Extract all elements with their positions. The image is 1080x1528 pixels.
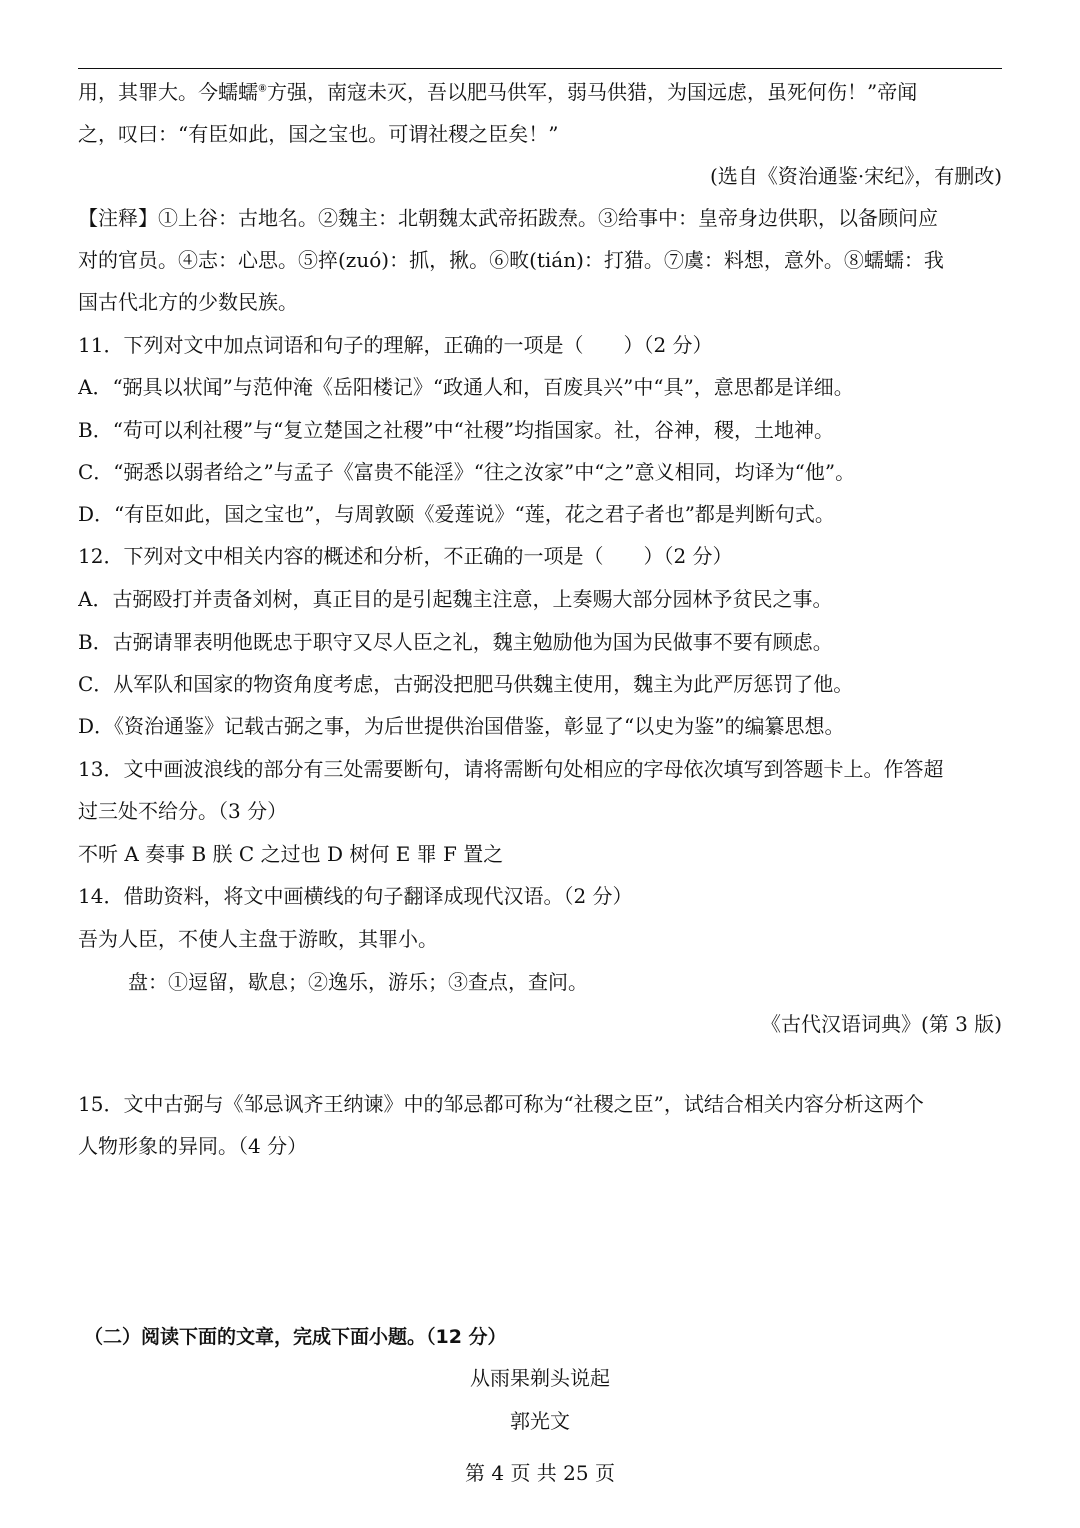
passage-text: 方强，南寇未灭，吾以肥马供军，弱马供猎，为国远虑，虽死何伤！”帝闻: [266, 80, 918, 104]
question-14-hint-source: 《古代汉语词典》(第 3 版): [760, 1012, 1002, 1036]
page-footer: 第 4 页 共 25 页: [465, 1461, 615, 1485]
question-14-hint: 盘：①逗留，歇息；②逸乐，游乐；③查点，查问。: [128, 970, 588, 994]
question-12-option-d: D．《资治通鉴》记载古弼之事，为后世提供治国借鉴，彰显了“以史为鉴”的编纂思想。: [78, 714, 845, 738]
question-13-text: 不听 A 奏事 B 朕 C 之过也 D 树何 E 罪 F 置之: [78, 842, 504, 866]
passage-line-1: [78, 80, 1002, 104]
question-11-option-b: B．“苟可以利社稷”与“复立楚国之社稷”中“社稷”均指国家。社，谷神，稷，土地神。: [78, 418, 835, 442]
question-12-option-a: A．古弼殴打并责备刘树，真正目的是引起魏主注意，上奏赐大部分园林予贫民之事。: [78, 587, 833, 611]
question-15-line-2: 人物形象的异同。（4 分）: [78, 1134, 308, 1158]
question-11-option-c: C．“弼悉以弱者给之”与孟子《富贵不能淫》“往之汝家”中“之”意义相同，均译为“他”。: [78, 460, 856, 484]
notes-line-1: 【注释】①上谷：古地名。②魏主：北朝魏太武帝拓跋焘。③给事中：皇帝身边供职，以备顾问应: [78, 206, 938, 230]
question-11-stem: 11．下列对文中加点词语和句子的理解，正确的一项是（ ）（2 分）: [78, 333, 713, 357]
question-14-sentence: 吾为人臣，不使人主盘于游畋，其罪小。: [78, 927, 438, 951]
section-2-heading: （二）阅读下面的文章，完成下面小题。（12 分）: [84, 1326, 507, 1348]
question-11-option-a: A．“弼具以状闻”与范仲淹《岳阳楼记》“政通人和，百废具兴”中“具”，意思都是详细。: [78, 375, 854, 399]
question-15-line-1: 15．文中古弼与《邹忌讽齐王纳谏》中的邹忌都可称为“社稷之臣”，试结合相关内容分析这两个: [78, 1092, 924, 1116]
question-12-option-b: B．古弼请罪表明他既忠于职守又尽人臣之礼，魏主勉励他为国为民做事不要有顾虑。: [78, 630, 833, 654]
notes-line-2: 对的官员。④志：心思。⑤捽(zuó)：抓，揪。⑥畋(tián)：打猎。⑦虞：料想，意外。⑧蠕蠕：我: [78, 248, 944, 272]
footnote-marker: ⑧: [258, 83, 267, 95]
passage-source: (选自《资治通鉴·宋纪》，有删改): [710, 164, 1002, 188]
passage-line-2: 之，叹曰：“有臣如此，国之宝也。可谓社稷之臣矣！”: [78, 122, 559, 146]
question-14-stem: 14．借助资料，将文中画横线的句子翻译成现代汉语。（2 分）: [78, 884, 633, 908]
header-rule: [78, 68, 1002, 69]
passage-text: 用，其罪大。今蠕蠕: [78, 80, 258, 104]
question-13-line-1: 13．文中画波浪线的部分有三处需要断句，请将需断句处相应的字母依次填写到答题卡上。作答超: [78, 757, 944, 781]
article-title: 从雨果剃头说起: [470, 1366, 610, 1390]
question-11-option-d: D．“有臣如此，国之宝也”，与周敦颐《爱莲说》“莲，花之君子者也”都是判断句式。: [78, 502, 835, 526]
article-author: 郭光文: [510, 1409, 570, 1433]
notes-line-3: 国古代北方的少数民族。: [78, 290, 298, 314]
question-12-option-c: C．从军队和国家的物资角度考虑，古弼没把肥马供魏主使用，魏主为此严厉惩罚了他。: [78, 672, 854, 696]
question-12-stem: 12．下列对文中相关内容的概述和分析，不正确的一项是（ ）（2 分）: [78, 544, 733, 568]
question-13-line-2: 过三处不给分。（3 分）: [78, 799, 288, 823]
